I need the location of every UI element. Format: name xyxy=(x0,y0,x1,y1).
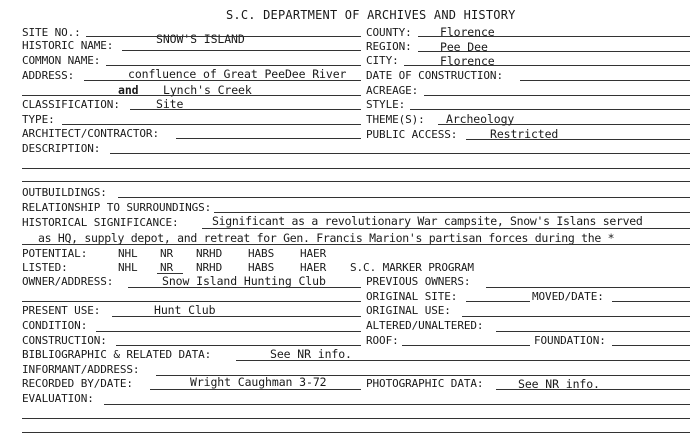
date-construction-label: DATE OF CONSTRUCTION: xyxy=(366,69,503,82)
photographic-label: PHOTOGRAPHIC DATA: xyxy=(366,377,484,390)
description-label: DESCRIPTION: xyxy=(22,142,101,155)
classification-line xyxy=(130,109,361,110)
significance-value-line1: Significant as a revolutionary War campsite, Snow's Islans served xyxy=(212,214,643,228)
potential-nr: NR xyxy=(160,247,174,260)
significance-label: HISTORICAL SIGNIFICANCE: xyxy=(22,216,179,229)
public-access-line xyxy=(466,139,690,140)
address-line2 xyxy=(22,95,361,96)
county-line xyxy=(418,36,690,37)
original-use-label: ORIGINAL USE: xyxy=(366,304,451,317)
significance-line1 xyxy=(202,228,690,229)
classification-value: Site xyxy=(156,97,184,111)
city-line xyxy=(404,65,690,66)
marker-program-label: S.C. MARKER PROGRAM xyxy=(350,261,474,274)
region-line xyxy=(418,51,690,52)
evaluation-blank-line xyxy=(22,418,690,419)
roof-line xyxy=(402,345,530,346)
type-line xyxy=(62,124,361,125)
listed-label: LISTED: xyxy=(22,261,68,274)
present-use-line xyxy=(112,316,361,317)
city-value: Florence xyxy=(440,54,495,68)
description-blank-line xyxy=(22,168,690,169)
region-label: REGION: xyxy=(366,40,412,53)
address-value-and: and xyxy=(118,83,139,97)
significance-value-line2: as HQ, supply depot, and retreat for Gen. Francis Marion's partisan forces during the * xyxy=(38,231,615,245)
potential-habs: HABS xyxy=(248,247,275,260)
city-label: CITY: xyxy=(366,54,399,67)
form-header: S.C. DEPARTMENT OF ARCHIVES AND HISTORY xyxy=(226,8,516,22)
owner-line xyxy=(128,287,361,288)
moved-date-line xyxy=(612,301,690,302)
informant-label: INFORMANT/ADDRESS: xyxy=(22,363,140,376)
previous-owners-label: PREVIOUS OWNERS: xyxy=(366,275,471,288)
outbuildings-label: OUTBUILDINGS: xyxy=(22,186,107,199)
themes-label: THEME(S): xyxy=(366,113,425,126)
bibliographic-line xyxy=(236,360,690,361)
listed-nrhd: NRHD xyxy=(196,261,223,274)
address-label: ADDRESS: xyxy=(22,69,75,82)
architect-line xyxy=(176,138,361,139)
style-label: STYLE: xyxy=(366,98,406,111)
listed-nr-selected: NR xyxy=(160,261,174,274)
foundation-label: FOUNDATION: xyxy=(534,334,606,347)
evaluation-label: EVALUATION: xyxy=(22,392,94,405)
relationship-line xyxy=(214,212,690,213)
recorded-by-line xyxy=(150,389,361,390)
style-line xyxy=(410,109,690,110)
address-line1 xyxy=(84,80,361,81)
public-access-label: PUBLIC ACCESS: xyxy=(366,128,458,141)
significance-line2 xyxy=(22,244,690,245)
listed-habs: HABS xyxy=(248,261,275,274)
evaluation-line xyxy=(104,404,690,405)
condition-line xyxy=(96,331,361,332)
potential-label: POTENTIAL: xyxy=(22,247,88,260)
themes-value: Archeology xyxy=(446,112,515,126)
public-access-value: Restricted xyxy=(490,127,559,141)
bibliographic-value: See NR info. xyxy=(270,347,352,361)
owner-value: Snow Island Hunting Club xyxy=(162,274,326,288)
owner-label: OWNER/ADDRESS: xyxy=(22,275,114,288)
description-line xyxy=(110,153,690,154)
foundation-line xyxy=(612,345,690,346)
original-site-line xyxy=(466,301,530,302)
historic-name-line xyxy=(122,50,361,51)
region-value: Pee Dee xyxy=(440,40,488,54)
potential-nrhd: NRHD xyxy=(196,247,223,260)
construction-label: CONSTRUCTION: xyxy=(22,334,107,347)
bibliographic-label: BIBLIOGRAPHIC & RELATED DATA: xyxy=(22,348,212,361)
present-use-label: PRESENT USE: xyxy=(22,304,101,317)
present-use-value: Hunt Club xyxy=(154,303,216,317)
listed-haer: HAER xyxy=(300,261,327,274)
historic-name-value: SNOW'S ISLAND xyxy=(156,32,245,46)
address-value-line2: Lynch's Creek xyxy=(163,83,252,97)
owner-line2 xyxy=(22,301,361,302)
common-name-label: COMMON NAME: xyxy=(22,54,101,67)
architect-label: ARCHITECT/CONTRACTOR: xyxy=(22,127,159,140)
county-label: COUNTY: xyxy=(366,26,412,39)
recorded-by-label: RECORDED BY/DATE: xyxy=(22,377,133,390)
roof-label: ROOF: xyxy=(366,334,399,347)
moved-date-label: MOVED/DATE: xyxy=(532,290,604,303)
altered-line xyxy=(496,331,690,332)
previous-owners-line xyxy=(486,287,690,288)
classification-label: CLASSIFICATION: xyxy=(22,98,120,111)
photographic-line xyxy=(496,389,690,390)
acreage-label: ACREAGE: xyxy=(366,84,419,97)
construction-line xyxy=(116,345,361,346)
original-use-line xyxy=(462,316,690,317)
themes-line xyxy=(438,124,690,125)
potential-nhl: NHL xyxy=(118,247,138,260)
altered-label: ALTERED/UNALTERED: xyxy=(366,319,484,332)
photographic-value: See NR info. xyxy=(518,377,600,391)
type-label: TYPE: xyxy=(22,113,55,126)
listed-nhl: NHL xyxy=(118,261,138,274)
county-value: Florence xyxy=(440,25,495,39)
condition-label: CONDITION: xyxy=(22,319,88,332)
site-no-line xyxy=(86,36,361,37)
potential-haer: HAER xyxy=(300,247,327,260)
evaluation-blank-line xyxy=(22,432,690,433)
outbuildings-line xyxy=(118,197,690,198)
date-construction-line xyxy=(520,80,690,81)
relationship-label: RELATIONSHIP TO SURROUNDINGS: xyxy=(22,201,212,214)
description-blank-line xyxy=(22,181,690,182)
acreage-line xyxy=(424,95,690,96)
address-value-line1: confluence of Great PeeDee River xyxy=(128,67,347,81)
original-site-label: ORIGINAL SITE: xyxy=(366,290,458,303)
historic-name-label: HISTORIC NAME: xyxy=(22,39,114,52)
site-no-label: SITE NO.: xyxy=(22,26,81,39)
common-name-line xyxy=(106,65,361,66)
recorded-by-value: Wright Caughman 3-72 xyxy=(190,375,327,389)
